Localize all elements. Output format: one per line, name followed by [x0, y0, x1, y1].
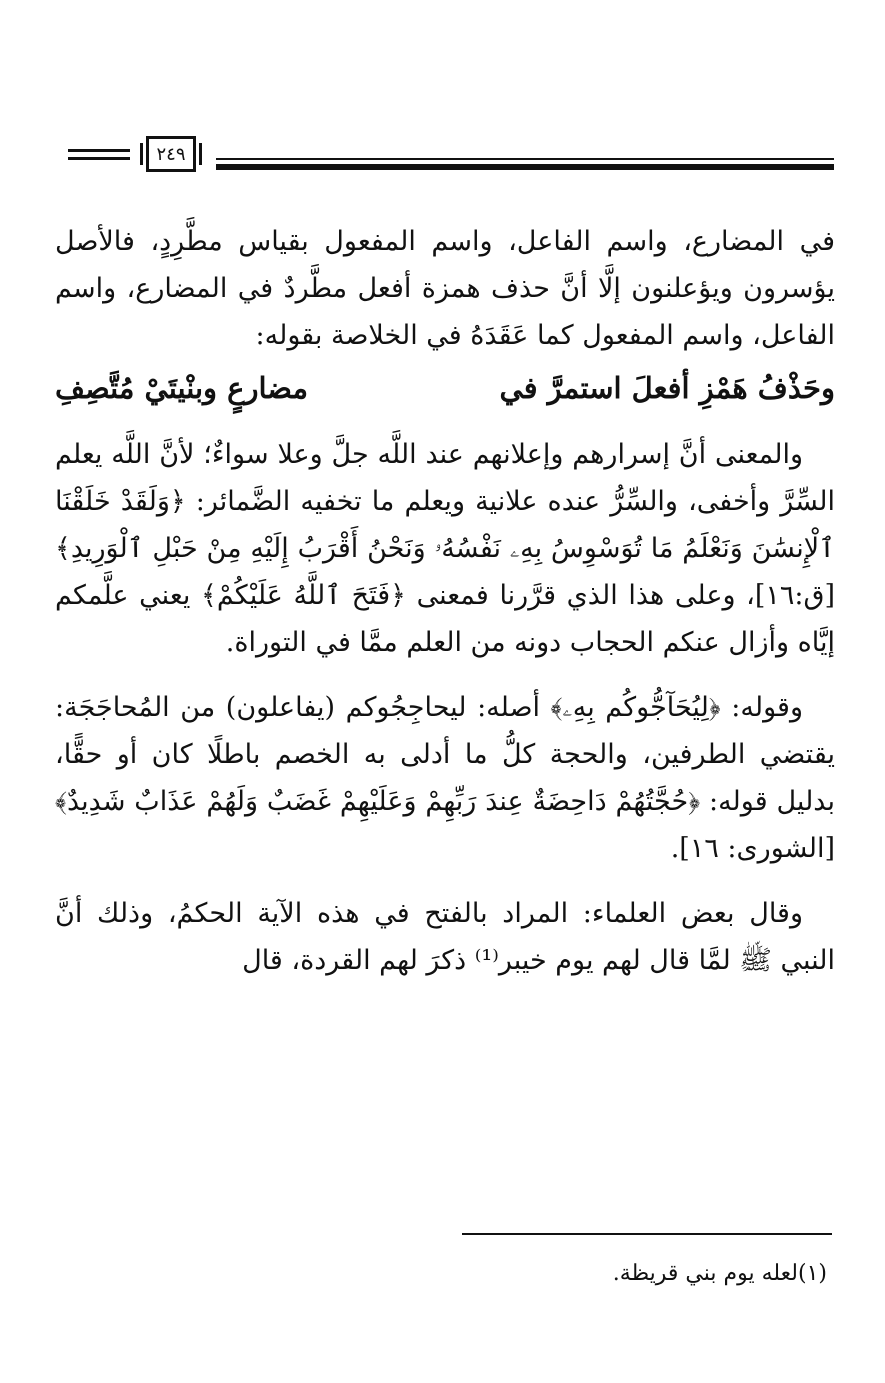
paragraph-2: والمعنى أنَّ إسرارهم وإعلانهم عند اللَّه جلَّ وعلا سواءٌ؛ لأنَّ اللَّه يعلم السِّرَّ وأخفى، والسِّرُّ عنده علانية ويعلم ما تخفيه الضَّمائر: ﴿وَلَقَدْ خَلَقْنَا ٱلْإِنسَٰنَ وَنَعْلَمُ مَا تُوَسْوِسُ بِهِۦ نَفْسُهُۥ وَنَحْنُ أَقْرَبُ إِلَيْهِ مِنْ حَبْلِ ٱلْوَرِيدِ﴾ [ق:١٦]، وعلى هذا الذي قرَّرنا فمعنى ﴿فَتَحَ ٱللَّهُ عَلَيْكُمْ﴾ يعني علَّمكم إيَّاه وأزال عنكم الحجاب دونه من العلم ممَّا في التوراة. — [55, 439, 835, 658]
poetry-verse — [55, 359, 835, 417]
page-header — [68, 136, 834, 182]
paragraph-4: وقال بعض العلماء: المراد بالفتح في هذه الآية الحكمُ، وذلك أنَّ النبي ﷺ لمَّا قال لهم يوم خيبر⁽¹⁾ ذكرَ لهم القردة، قال — [55, 898, 835, 976]
paragraph-gap — [55, 872, 835, 890]
header-rule-short-bottom — [68, 157, 130, 160]
verse-second-hemistich: مضارعٍ وبنْيتَيْ مُتَّصِفِ — [55, 371, 308, 405]
header-rule-short-top — [68, 149, 130, 152]
footnote: (١)لعله يوم بني قريظة. — [612, 1261, 827, 1286]
header-rule-thick — [216, 164, 834, 170]
main-text — [55, 218, 835, 984]
page-number: ٢٤٩ — [146, 136, 196, 172]
verse-first-hemistich: وحَذْفُ هَمْزِ أفعلَ استمرَّ في — [499, 371, 835, 405]
header-rule-thin — [216, 158, 834, 160]
paragraph-1: في المضارع، واسم الفاعل، واسم المفعول بقياس مطَّرِدٍ، فالأصل يؤسرون ويؤعلنون إلَّا أنَّ حذف همزة أفعل مطَّردٌ في المضارع، واسم الفاعل، واسم المفعول كما عَقَدَهُ في الخلاصة بقوله: — [55, 226, 835, 351]
footnote-separator — [462, 1233, 832, 1235]
paragraph-gap — [55, 666, 835, 684]
paragraph-3: وقوله: ﴿لِيُحَآجُّوكُم بِهِۦ﴾ أصله: ليحاجِجُوكم (يفاعلون) من المُحاجَجَة: يقتضي الطرفين، والحجة كلُّ ما أدلى به الخصم باطلًا كان أو حقًّا، بدليل قوله: ﴿حُجَّتُهُمْ دَاحِضَةٌ عِندَ رَبِّهِمْ وَعَلَيْهِمْ غَضَبٌ وَلَهُمْ عَذَابٌ شَدِيدٌ﴾ [الشورى: ١٦]. — [55, 692, 835, 864]
